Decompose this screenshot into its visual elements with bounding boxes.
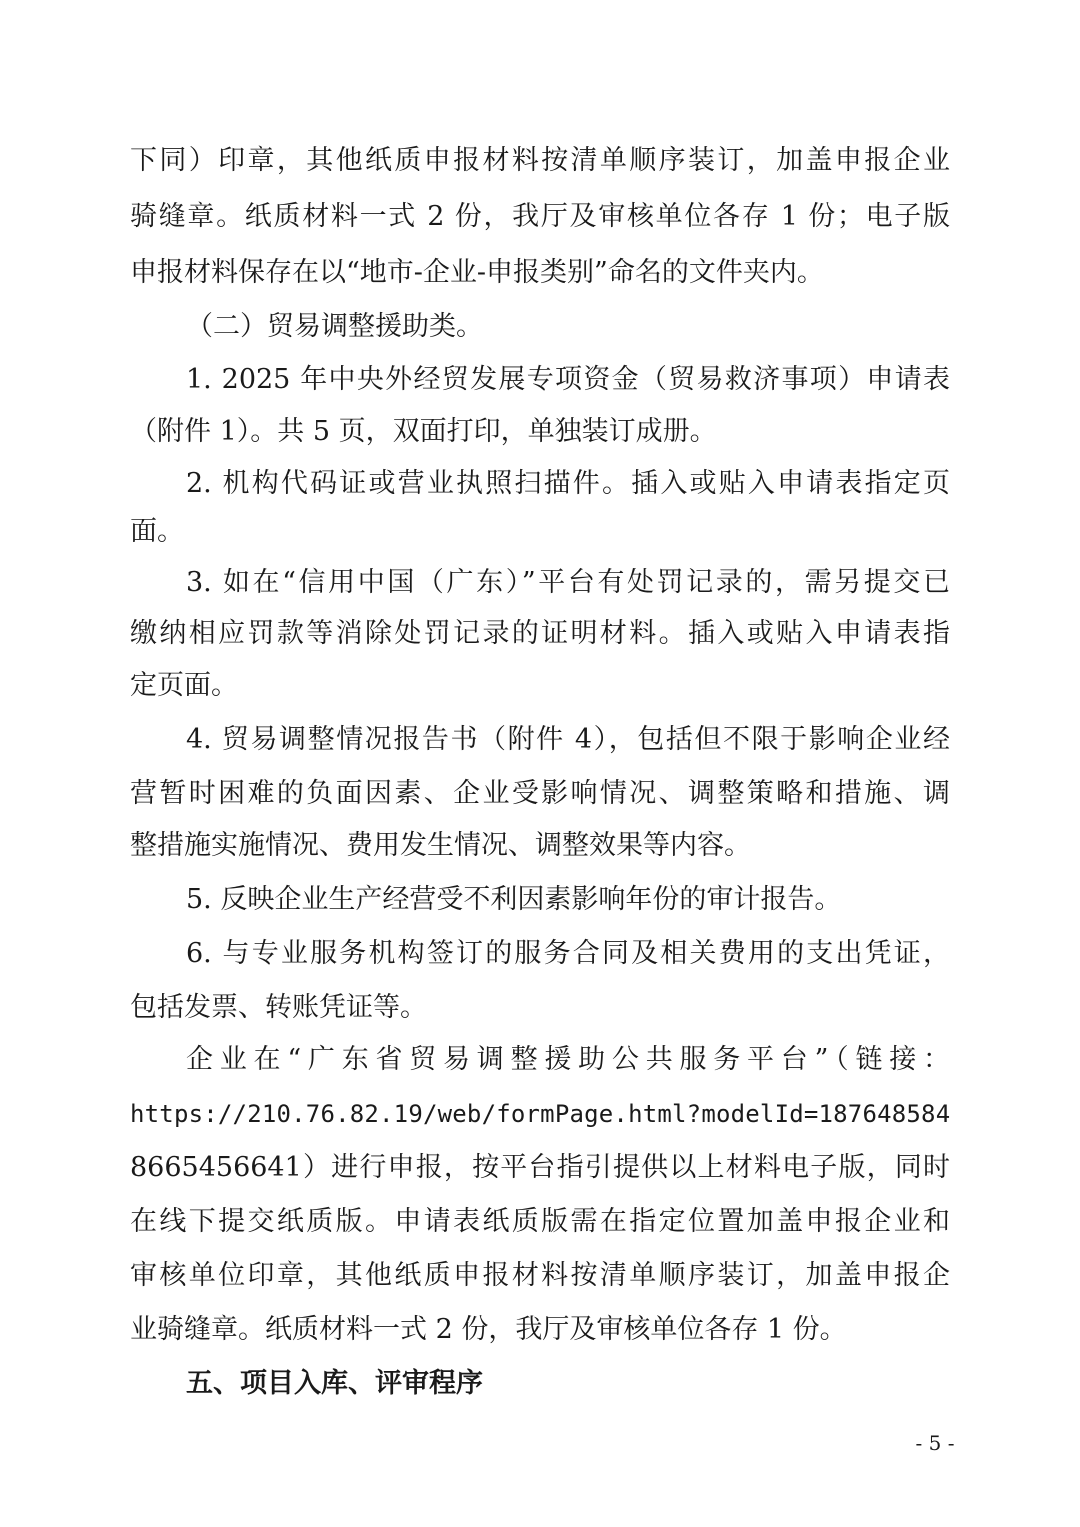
body-line: 在线下提交纸质版。申请表纸质版需在指定位置加盖申报企业和 bbox=[130, 1206, 950, 1237]
body-line: 8665456641）进行申报，按平台指引提供以上材料电子版，同时 bbox=[130, 1152, 950, 1183]
list-item-4-line: 4. 贸易调整情况报告书（附件 4），包括但不限于影响企业经 bbox=[186, 724, 950, 755]
body-line: 骑缝章。纸质材料一式 2 份，我厅及审核单位各存 1 份；电子版 bbox=[130, 201, 950, 232]
body-line: 企业在“广东省贸易调整援助公共服务平台”（链接： bbox=[186, 1044, 950, 1075]
list-item-3-line: 3. 如在“信用中国（广东）”平台有处罚记录的，需另提交已 bbox=[186, 567, 950, 598]
list-item-3-line: 缴纳相应罚款等消除处罚记录的证明材料。插入或贴入申请表指 bbox=[130, 618, 950, 649]
body-line: 下同）印章，其他纸质申报材料按清单顺序装订，加盖申报企业 bbox=[130, 145, 950, 176]
list-item-6-line: 6. 与专业服务机构签订的服务合同及相关费用的支出凭证， bbox=[186, 938, 950, 969]
list-item-1-line: （附件 1）。共 5 页，双面打印，单独装订成册。 bbox=[130, 416, 717, 447]
list-item-2-line: 面。 bbox=[130, 516, 184, 547]
body-line: 审核单位印章，其他纸质申报材料按清单顺序装订，加盖申报企 bbox=[130, 1260, 950, 1291]
list-item-3-line: 定页面。 bbox=[130, 670, 238, 701]
list-item-4-line: 整措施实施情况、费用发生情况、调整效果等内容。 bbox=[130, 830, 751, 861]
list-item-6-line: 包括发票、转账凭证等。 bbox=[130, 992, 427, 1023]
body-line: 业骑缝章。纸质材料一式 2 份，我厅及审核单位各存 1 份。 bbox=[130, 1314, 847, 1345]
list-item-2-line: 2. 机构代码证或营业执照扫描件。插入或贴入申请表指定页 bbox=[186, 468, 950, 499]
section-subheading: （二）贸易调整援助类。 bbox=[186, 311, 483, 342]
list-item-4-line: 营暂时困难的负面因素、企业受影响情况、调整策略和措施、调 bbox=[130, 778, 950, 809]
url-line: https://210.76.82.19/web/formPage.html?modelId=187648584 bbox=[130, 1100, 951, 1128]
body-line: 申报材料保存在以“地市-企业-申报类别”命名的文件夹内。 bbox=[130, 257, 824, 288]
page-number: - 5 - bbox=[915, 1431, 955, 1455]
list-item-1-line: 1. 2025 年中央外经贸发展专项资金（贸易救济事项）申请表 bbox=[186, 364, 950, 395]
list-item-5-line: 5. 反映企业生产经营受不利因素影响年份的审计报告。 bbox=[186, 884, 842, 915]
section-heading: 五、项目入库、评审程序 bbox=[186, 1368, 483, 1399]
